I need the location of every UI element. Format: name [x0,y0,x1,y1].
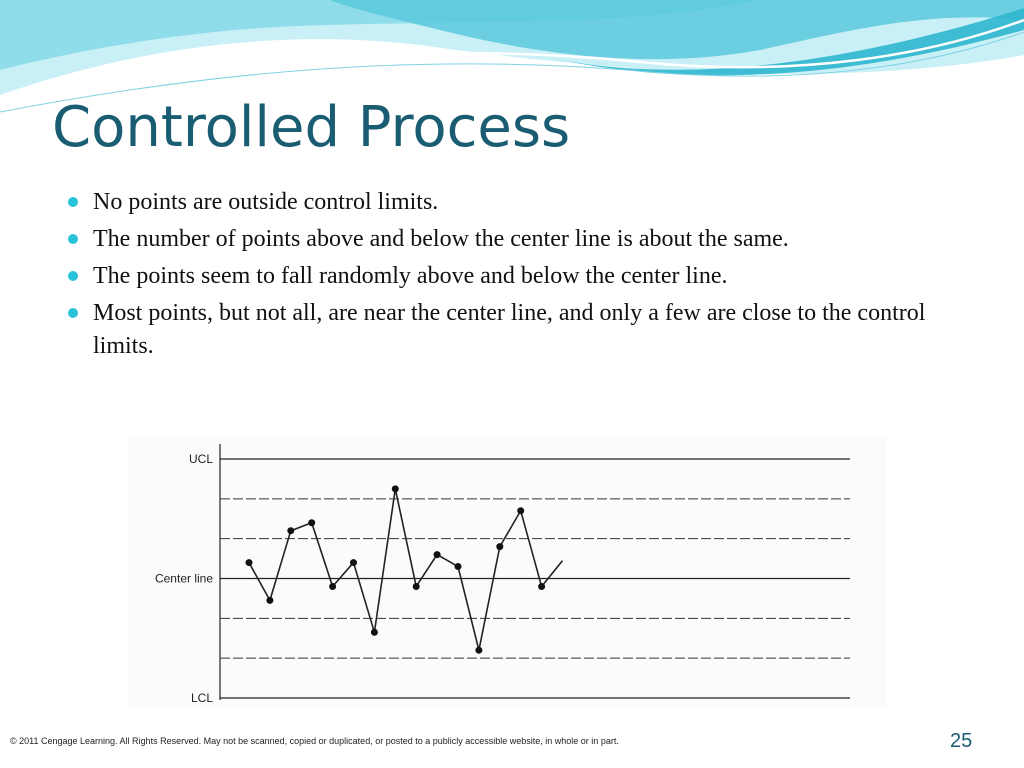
bullet-dot-icon [68,271,78,281]
series-segment [437,555,458,567]
series-segment [542,561,563,587]
series-segment [479,547,500,651]
bullet-item [66,186,946,219]
series-segment [374,489,395,632]
series-segment [333,563,354,587]
data-point [371,629,378,636]
data-point [496,543,503,550]
bullet-list [66,186,946,367]
data-point [517,507,524,514]
bullet-item [66,297,946,363]
limit-labels [155,452,213,705]
bullet-text: No points are outside control limits. [93,189,439,215]
data-point [350,559,357,566]
series-segment [270,531,291,601]
bullet-text: The points seem to fall randomly above and below the center line. [93,263,728,289]
series-segment [354,563,375,633]
bullet-dot-icon [68,308,78,318]
bullet-item [66,223,946,256]
bullet-text: The number of points above and below the center line is about the same. [93,226,789,252]
slide-number: 25 [950,730,973,752]
data-point [538,583,545,590]
ucl-label: UCL [188,452,213,466]
bullet-text: Most points, but not all, are near the center line, and only a few are close to the control limits. [93,300,926,359]
series-segment [249,563,270,601]
data-point [392,485,399,492]
series-segment [312,523,333,587]
series-segment [500,511,521,547]
slide-title: Controlled Process [52,95,571,160]
control-chart-panel [128,436,886,706]
bullet-dot-icon [68,234,78,244]
bullet-dot-icon [68,197,78,207]
data-point [413,583,420,590]
series-segment [416,555,437,587]
bullet-item [66,260,946,293]
data-point [329,583,336,590]
data-point [266,597,273,604]
data-point [455,563,462,570]
data-point [308,519,315,526]
series-segment [395,489,416,587]
center-line-label: Center line [154,571,213,586]
series-line-group [249,489,563,650]
data-point [475,647,482,654]
series-points-group [246,485,546,653]
data-point [287,527,294,534]
series-segment [521,511,542,587]
control-chart [128,436,886,706]
data-point [246,559,253,566]
footer-copyright: © 2011 Cengage Learning. All Rights Reserved. May not be scanned, copied or duplicated, or posted to a publicly accessible website, in whole or in part. [10,736,619,746]
data-point [434,551,441,558]
lcl-label: LCL [190,691,213,705]
limit-lines [220,459,850,698]
